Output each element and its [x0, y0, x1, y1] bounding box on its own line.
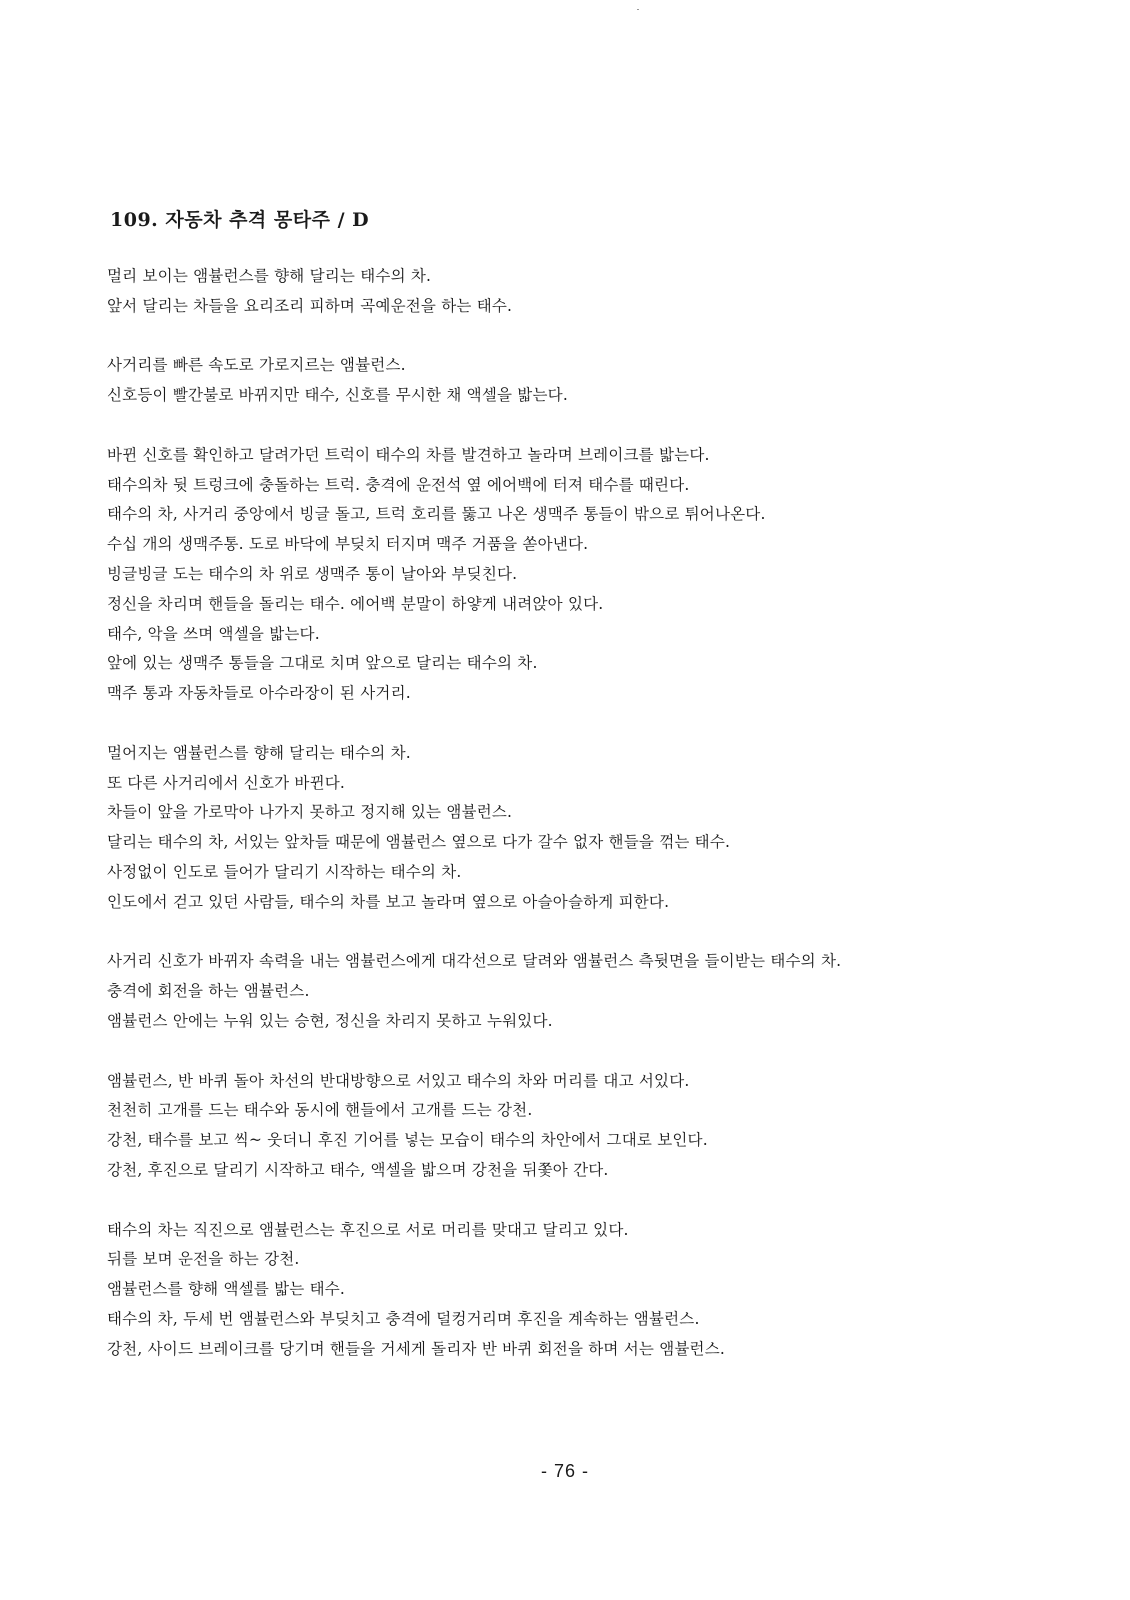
action-line: 인도에서 걷고 있던 사람들, 태수의 차를 보고 놀라며 옆으로 아슬아슬하게 피한다.: [107, 892, 670, 911]
action-line: 충격에 회전을 하는 앰뷸런스.: [107, 982, 310, 1001]
paragraph: [107, 947, 1019, 1036]
action-line: 태수의 차는 직진으로 앰뷸런스는 후진으로 서로 머리를 맞대고 달리고 있다.: [107, 1220, 629, 1239]
action-line: 맥주 통과 자동차들로 아수라장이 된 사거리.: [107, 684, 411, 703]
paragraph: [107, 1216, 1019, 1365]
action-line: 달리는 태수의 차, 서있는 앞차들 때문에 앰뷸런스 옆으로 다가 갈수 없자 핸들을 꺾는 태수.: [107, 833, 731, 852]
paragraph: [107, 441, 1019, 709]
action-line: 뒤를 보며 운전을 하는 강천.: [107, 1250, 300, 1269]
paragraph: [107, 1067, 1019, 1186]
action-line: 태수의 차, 사거리 중앙에서 빙글 돌고, 트럭 호리를 뚫고 나온 생맥주 통들이 밖으로 튀어나온다.: [107, 505, 766, 524]
action-line: 차들이 앞을 가로막아 나가지 못하고 정지해 있는 앰뷸런스.: [107, 803, 513, 822]
action-line: 앰뷸런스 안에는 누워 있는 승현, 정신을 차리지 못하고 누워있다.: [107, 1011, 553, 1030]
action-line: 강천, 후진으로 달리기 시작하고 태수, 액셀을 밟으며 강천을 뒤쫓아 간다.: [107, 1160, 609, 1179]
action-line: 강천, 태수를 보고 씩~ 웃더니 후진 기어를 넣는 모습이 태수의 차안에서 그대로 보인다.: [107, 1131, 708, 1150]
action-line: 앞서 달리는 차들을 요리조리 피하며 곡예운전을 하는 태수.: [107, 296, 513, 315]
action-line: 사정없이 인도로 들어가 달리기 시작하는 태수의 차.: [107, 862, 462, 881]
paragraph: [107, 262, 1019, 322]
action-line: 바뀐 신호를 확인하고 달려가던 트럭이 태수의 차를 발견하고 놀라며 브레이크를 밟는다.: [107, 445, 710, 464]
action-line: 수십 개의 생맥주통. 도로 바닥에 부딪치 터지며 맥주 거품을 쏟아낸다.: [107, 535, 589, 554]
action-line: 앰뷸런스를 향해 액셀를 밟는 태수.: [107, 1280, 346, 1299]
scene-heading: 109. 자동차 추격 몽타주 / D: [110, 209, 370, 231]
action-line: 천천히 고개를 드는 태수와 동시에 핸들에서 고개를 드는 강천.: [107, 1101, 533, 1120]
action-line: 앰뷸런스, 반 바퀴 돌아 차선의 반대방향으로 서있고 태수의 차와 머리를 대고 서있다.: [107, 1071, 690, 1090]
scene-body: [107, 262, 1019, 1394]
action-line: 멀어지는 앰뷸런스를 향해 달리는 태수의 차.: [107, 743, 411, 762]
action-line: 강천, 사이드 브레이크를 당기며 핸들을 거세게 돌리자 반 바퀴 회전을 하며 서는 앰뷸런스.: [107, 1339, 726, 1358]
action-line: 멀리 보이는 앰뷸런스를 향해 달리는 태수의 차.: [107, 267, 432, 285]
action-line: 신호등이 빨간불로 바뀌지만 태수, 신호를 무시한 채 액셀을 밟는다.: [107, 386, 568, 405]
action-line: 앞에 있는 생맥주 통들을 그대로 치며 앞으로 달리는 태수의 차.: [107, 654, 538, 673]
action-line: 정신을 차리며 핸들을 돌리는 태수. 에어백 분말이 하얗게 내려앉아 있다.: [107, 594, 604, 613]
paragraph: [107, 351, 1019, 411]
paragraph: [107, 739, 1019, 918]
action-line: 태수의 차, 두세 번 앰뷸런스와 부딪치고 충격에 덜컹거리며 후진을 계속하는 앰뷸런스.: [107, 1309, 700, 1328]
action-line: 태수, 악을 쓰며 액셀을 밟는다.: [107, 624, 320, 643]
action-line: 빙글빙글 도는 태수의 차 위로 생맥주 통이 날아와 부딪친다.: [107, 564, 518, 583]
scan-speck: [637, 9, 639, 10]
action-line: 또 다른 사거리에서 신호가 바뀐다.: [107, 773, 346, 792]
action-line: 사거리를 빠른 속도로 가로지르는 앰뷸런스.: [107, 356, 406, 375]
action-line: 사거리 신호가 바뀌자 속력을 내는 앰뷸런스에게 대각선으로 달려와 앰뷸런스 측뒷면을 들이받는 태수의 차.: [107, 952, 842, 971]
action-line: 태수의차 뒷 트렁크에 충돌하는 트럭. 충격에 운전석 옆 에어백에 터져 태수를 때린다.: [107, 475, 690, 494]
page-number: - 76 -: [540, 1461, 589, 1481]
